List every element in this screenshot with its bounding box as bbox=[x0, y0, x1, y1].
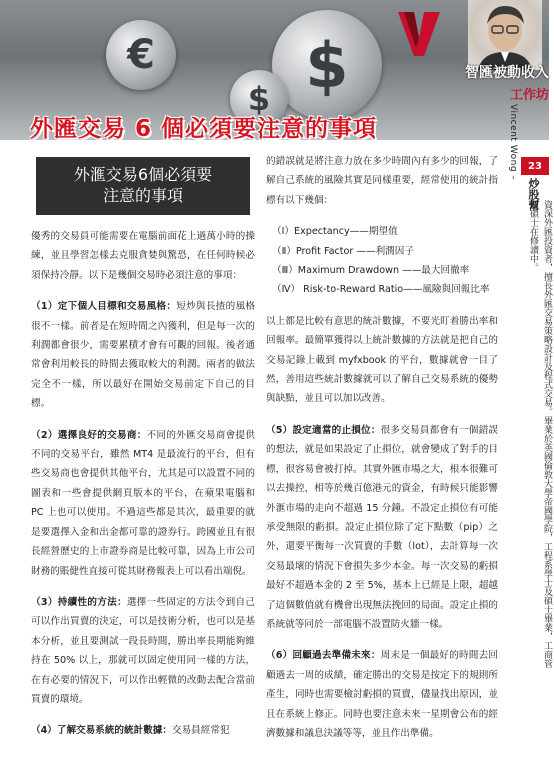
section-6 bbox=[266, 646, 498, 743]
section-4-continued: 的錯誤就是將注意力放在多少時間內有多少的回報，了解自己系統的風險其實是同樣重要，經常使用的統計指標有以下幾個： bbox=[266, 156, 498, 206]
section-2-heading: （2）選擇良好的交易商： bbox=[31, 429, 147, 441]
section-1-body: 短炒與長揸的風格很不一樣。前者是在短時間之內獲利，但是每一次的利潤都會很少，需要累積才會有可觀的回報。後者通常會利用較長的時間去獲取較大的利潤。兩者的做法完全不一樣，所以最好在開始交易前定下自己的目標。 bbox=[31, 301, 255, 410]
dollar-coin-icon: $ bbox=[230, 70, 288, 128]
page-number: 23 bbox=[521, 157, 549, 175]
section-6-body: 周末是一個最好的時間去回顧過去一周的成績，確定勝出的交易是按定下的規則所產生，同時也需要檢討虧損的買賣，儘量找出原因，並且在系統上修正。同時也要注意未來一星期會公布的經濟數據和議息決議等等，並且作出準備。 bbox=[266, 650, 498, 739]
author-name: 炒股幫 bbox=[527, 178, 540, 211]
section-4-heading: （4）了解交易系統的統計數據： bbox=[31, 725, 172, 737]
euro-coin-icon: € bbox=[106, 20, 176, 90]
dollar-coin-icon: $ bbox=[272, 10, 382, 120]
metric-item: （Ⅲ）Maximum Drawdown ——最大回撤率 bbox=[272, 265, 470, 277]
section-2 bbox=[31, 426, 255, 581]
section-5-heading: （5）設定適當的止損位： bbox=[266, 424, 381, 436]
section-6-heading: （6）回顧過去準備未來： bbox=[266, 650, 381, 662]
intro-paragraph: 優秀的交易員可能需要在電腦前面花上過萬小時的操練，並且學習怎樣去克服貪婪與驚恐，在任何時候必須保持冷靜。以下是幾個交易時必須注意的事項： bbox=[31, 231, 255, 281]
section-2-body: 不同的外匯交易商會提供不同的交易平台，雖然 MT4 是最流行的平台，但有些交易商也會提供其他平台，尤其是可以設置不同的圖表和一些會提供網頁版本的平台，在蘋果電腦和 PC 上也可以使用。不過這些都是其次，最重要的就是要選擇入金和出金都可靠的證券行。跨國並且有很長經營歷史的上市證券商是比較可靠，因為上市公司財務的賬健性直接可從其財務報表上可以看出端倪。 bbox=[31, 429, 255, 577]
section-3-heading: （3）持續性的方法： bbox=[31, 596, 127, 608]
left-column bbox=[31, 227, 255, 753]
author-english-name: Vincent Wong – bbox=[508, 104, 518, 181]
section-4 bbox=[31, 721, 255, 740]
section-5-body: 很多交易員都會有一個錯誤的想法，就是如果設定了止損位，就會變成了對手的目標，很容易會被打掉。其實外匯市場之大，根本很難可以去操控，相等於幾百億港元的資金，有時候只能影響外滙市場的走向不超過 15 分鐘。不設定止損位有可能承受無限的虧損。設定止損位除了定下點數（pip）之外，還要平衡每一次買賣的手數（lot），去計算每一次交易最壞的情況下會損失多少本金。每一次交易的虧損最好不超過本金的 2 至 5%，基本上已經是上限，超越了這個數值就有機會出現無法挽回的局面。設定止損的系統就等同於一部電腦不設置防火牆一樣。 bbox=[266, 424, 498, 630]
metrics-list bbox=[266, 222, 498, 300]
section-5 bbox=[266, 421, 498, 634]
header-banner bbox=[0, 0, 549, 140]
right-column bbox=[266, 152, 498, 755]
section-title-line2: 注意的事項 bbox=[102, 186, 183, 205]
section-3 bbox=[31, 593, 255, 709]
metric-item: （Ⅰ）Expectancy——期望值 bbox=[272, 226, 398, 238]
section-3-body: 選擇一些固定的方法令到自己可以作出買賣的決定，可以是技術分析，也可以是基本分析，並且要測試一段長時間，勝出率長期能夠維持在 50% 以上，那就可以固定使用同一樣的方法，在有必要的情況下，可以作出輕微的改動去配合當前買賣的環境。 bbox=[31, 596, 256, 705]
metrics-summary: 以上都是比較有意思的統計數據，不要光盯着勝出率和回報率。最簡單獲得以上統計數據的方法就是把自己的交易記錄上載到 myfxbook 的平台，數據就會一目了然，善用這些統計數據就可以了解自己交易系統的優勢與缺點，並且可以加以改善。 bbox=[266, 315, 498, 405]
section-1-heading: （1）定下個人目標和交易風格： bbox=[31, 301, 177, 313]
column-title-main: 智匯被動收入 bbox=[465, 65, 549, 81]
author-photo bbox=[468, 0, 542, 70]
metric-item: （Ⅱ）Profit Factor ——利潤因子 bbox=[272, 245, 414, 257]
magazine-logo-icon bbox=[396, 8, 442, 60]
column-title-sub: 工作坊 bbox=[509, 88, 549, 103]
article-title: 外匯交易 6 個必須要注意的事項 bbox=[30, 116, 378, 142]
author-bio: 資深外匯投資者，擅長外匯交易策略設計及程式交易。畢業於英國倫敦大學帝國學院，工程系學士及碩士畢業，工商管理碩士在修讀中。 bbox=[528, 200, 552, 668]
section-title-box bbox=[36, 157, 250, 215]
section-title-line1: 外滙交易6個必須要 bbox=[73, 165, 213, 184]
author-portrait-icon bbox=[468, 0, 542, 70]
column-title bbox=[394, 62, 549, 103]
section-1 bbox=[31, 297, 255, 413]
metric-item: （Ⅳ） Risk-to-Reward Ratio——風險與回報比率 bbox=[272, 284, 490, 296]
section-4-body: 交易員經常犯 bbox=[172, 725, 230, 737]
